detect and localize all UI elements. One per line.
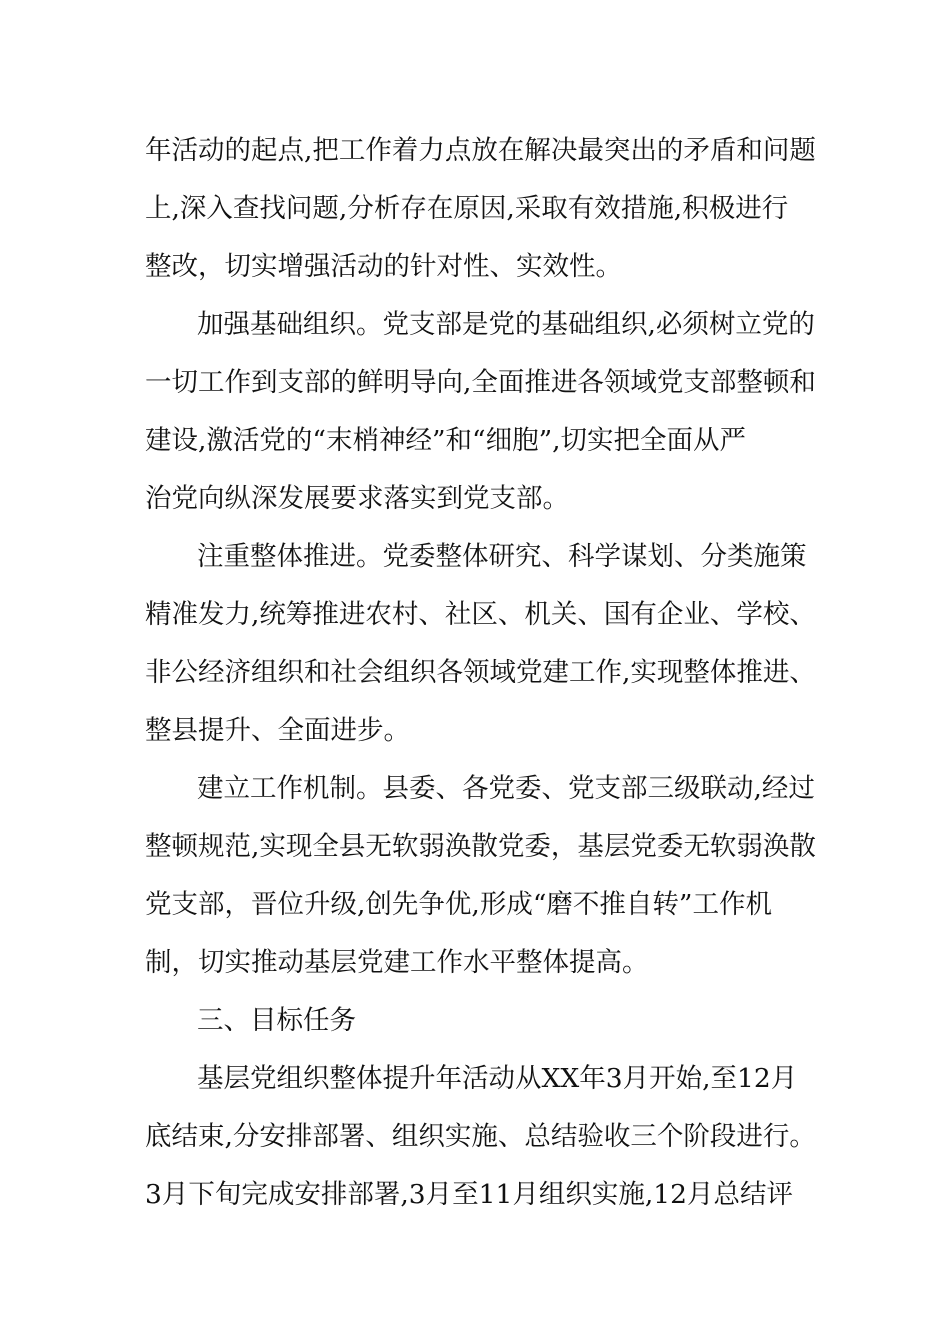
text-line: 一切工作到支部的鲜明导向,全面推进各领域党支部整顿和 <box>145 367 816 398</box>
text-line: 非公经济组织和社会组织各领域党建工作,实现整体推进、 <box>145 657 816 688</box>
text-line: 上,深入查找问题,分析存在原因,采取有效措施,积极进行 <box>145 193 789 224</box>
text-line: 基层党组织整体提升年活动从XX年3月开始,至12月 <box>197 1063 798 1094</box>
text-line: 注重整体推进。党委整体研究、科学谋划、分类施策 <box>197 541 807 572</box>
text-line: 整改，切实增强活动的针对性、实效性。 <box>145 251 622 282</box>
section-heading: 三、目标任务 <box>197 1005 356 1036</box>
text-line: 整县提升、全面进步。 <box>145 715 410 746</box>
text-line: 年活动的起点,把工作着力点放在解决最突出的矛盾和问题 <box>145 135 816 166</box>
text-line: 制，切实推动基层党建工作水平整体提高。 <box>145 947 649 978</box>
text-line: 加强基础组织。党支部是党的基础组织,必须树立党的 <box>197 309 815 340</box>
text-line: 建设,激活党的“末梢神经”和“细胞”,切实把全面从严 <box>145 425 747 456</box>
text-line: 建立工作机制。县委、各党委、党支部三级联动,经过 <box>197 773 815 804</box>
text-line: 3月下旬完成安排部署,3月至11月组织实施,12月总结评 <box>145 1179 794 1210</box>
text-line: 精准发力,统筹推进农村、社区、机关、国有企业、学校、 <box>145 599 816 630</box>
text-line: 治党向纵深发展要求落实到党支部。 <box>145 483 569 514</box>
text-line: 党支部，晋位升级,创先争优,形成“磨不推自转”工作机 <box>145 889 772 920</box>
text-line: 整顿规范,实现全县无软弱涣散党委，基层党委无软弱涣散 <box>145 831 816 862</box>
text-line: 底结束,分安排部署、组织实施、总结验收三个阶段进行。 <box>145 1121 816 1152</box>
